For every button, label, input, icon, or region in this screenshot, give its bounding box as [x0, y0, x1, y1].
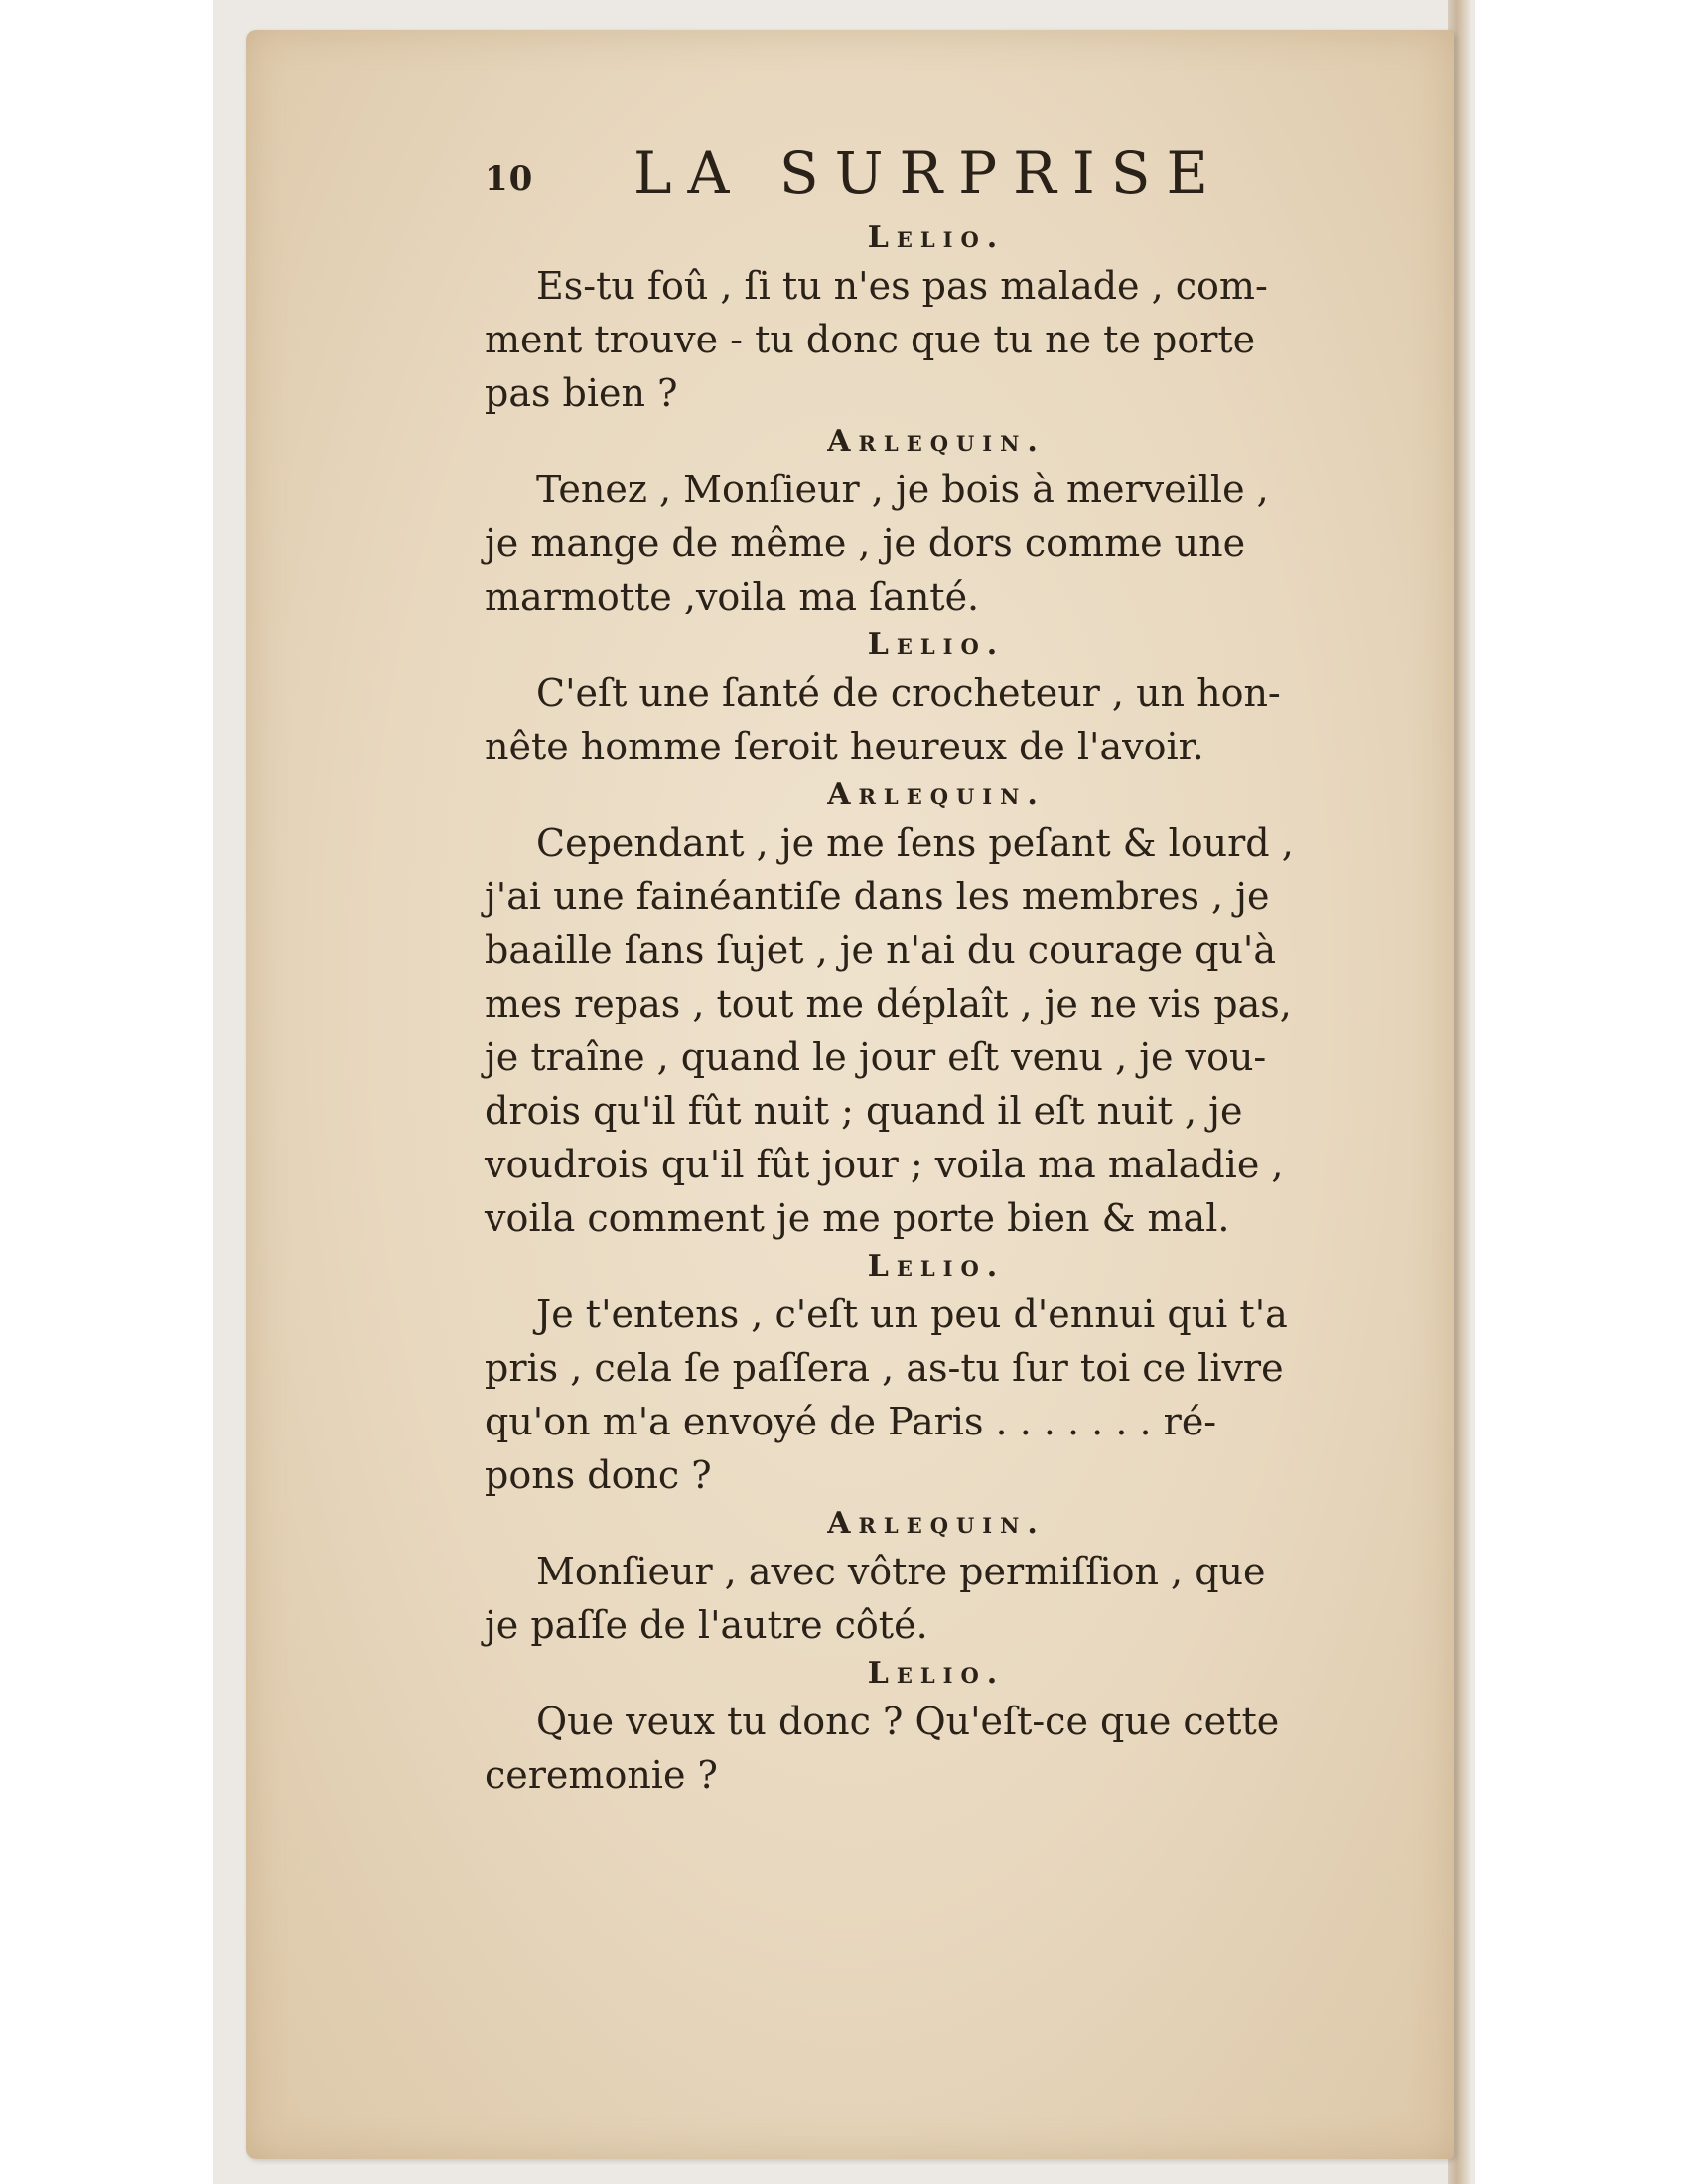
speech-paragraph: [485, 463, 1388, 623]
speech-paragraph: [485, 1288, 1388, 1502]
speech-line: Es-tu foû , ſi tu n'es pas malade , com-: [536, 264, 1268, 308]
speech-line: Tenez , Monſieur , je bois à merveille ,: [536, 468, 1269, 511]
speech-line: qu'on m'a envoyé de Paris . . . . . . . ré-: [485, 1400, 1217, 1443]
speech-line: voila comment je me porte bien & mal.: [485, 1196, 1230, 1240]
dialogue: [485, 220, 1388, 1802]
book-page: [246, 30, 1454, 2159]
speech-line: je paſſe de l'autre côté.: [485, 1603, 928, 1647]
speech-line: j'ai une fainéantiſe dans les membres , je: [485, 875, 1270, 918]
speech-line: voudrois qu'il fût jour ; voila ma maladie ,: [485, 1143, 1284, 1186]
speech-line: Je t'entens , c'eſt un peu d'ennui qui t'a: [536, 1293, 1288, 1336]
page-number: 10: [485, 159, 534, 199]
speech-line: pris , cela ſe paſſera , as-tu ſur toi ce livre: [485, 1346, 1284, 1390]
speech-line: je mange de même , je dors comme une: [485, 521, 1246, 565]
speaker-name: Lelio.: [867, 1249, 1006, 1284]
speaker-name: Arlequin.: [827, 777, 1046, 812]
speech-line: marmotte ,voila ma ſanté.: [485, 575, 980, 618]
running-title: LA SURPRISE: [633, 139, 1224, 206]
speaker-name: Lelio.: [867, 1656, 1006, 1691]
speech-line: pas bien ?: [485, 371, 678, 415]
speech-line: nête homme ſeroit heureux de l'avoir.: [485, 725, 1204, 768]
speech-paragraph: [485, 1695, 1388, 1802]
speech-line: Monſieur , avec vôtre permiſſion , que: [536, 1550, 1266, 1593]
page-header: [485, 119, 1388, 218]
speech-line: drois qu'il fût nuit ; quand il eſt nuit , je: [485, 1089, 1243, 1133]
speech-paragraph: [485, 259, 1388, 420]
speech-line: pons donc ?: [485, 1453, 712, 1497]
speaker-name: Arlequin.: [827, 1506, 1046, 1541]
speech-paragraph: [485, 816, 1388, 1245]
speaker-name: Lelio.: [867, 220, 1006, 255]
page-text: [485, 119, 1388, 1806]
speech-line: baaille ſans ſujet , je n'ai du courage qu'à: [485, 928, 1277, 972]
speech-line: je traîne , quand le jour eſt venu , je vou-: [485, 1035, 1267, 1079]
speech-line: ceremonie ?: [485, 1753, 718, 1797]
speech-line: C'eſt une ſanté de crocheteur , un hon-: [536, 671, 1281, 715]
speech-line: Que veux tu donc ? Qu'eſt-ce que cette: [536, 1700, 1280, 1743]
speaker-name: Arlequin.: [827, 424, 1046, 459]
speech-line: Cependant , je me ſens peſant & lourd ,: [536, 821, 1294, 865]
speech-line: ment trouve - tu donc que tu ne te porte: [485, 318, 1256, 361]
speech-paragraph: [485, 1545, 1388, 1652]
speaker-name: Lelio.: [867, 627, 1006, 662]
speech-line: mes repas , tout me déplaît , je ne vis pas,: [485, 982, 1292, 1025]
speech-paragraph: [485, 666, 1388, 773]
